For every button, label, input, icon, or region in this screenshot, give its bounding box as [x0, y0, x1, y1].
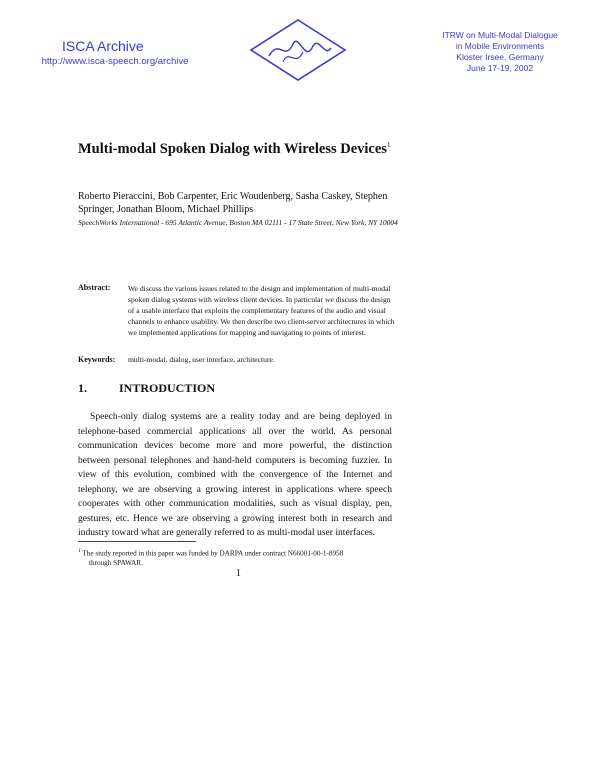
workshop-line: June 17-19, 2002 [466, 63, 534, 73]
keywords-label: Keywords: [78, 355, 116, 364]
archive-url-link[interactable]: http://www.isca-speech.org/archive [41, 56, 189, 67]
body-paragraph: Speech-only dialog systems are a reality today and are being deployed in telephone-based commercial applications all over the world. As personal communication devices become more and more powerful, the distinction between personal telephones and hand-held computers is becoming fuzzier. In view of this evolution, combined with the convergence of the Internet and telephony, we are observing a growing interest in applications where speech cooperates with other communication modalities, such as visual display, pen, gestures, etc. Hence we are observing a growing interest both in research and industry toward what are generally referred to as multi-modal user interfaces. [78, 411, 392, 538]
footnote-divider [78, 541, 196, 542]
abstract-text: We discuss the various issues related to the design and implementation of multi-modal spoken dialog systems with wireless client devices. In particular we discuss the design of a usable interface that exploits the complementary features of the audio and visual channels to enhance usability. We then describe two client-server architectures in which we implemented applications for mapping and navigating to points of interest. [128, 284, 395, 337]
section-heading: INTRODUCTION [119, 381, 216, 395]
section-number: 1. [78, 381, 87, 395]
abstract-label: Abstract: [78, 283, 111, 292]
workshop-info [420, 30, 580, 74]
page-number: 1 [236, 568, 241, 579]
title-footnote-mark: 1 [386, 141, 391, 150]
author-list: Roberto Pieraccini, Bob Carpenter, Eric Woudenberg, Sasha Caskey, Stephen Springer, Jonathan Bloom, Michael Phillips [78, 191, 388, 215]
workshop-line: in Mobile Environments [455, 41, 545, 51]
workshop-line: Kloster Irsee, Germany [456, 52, 544, 62]
archive-title: ISCA Archive [62, 38, 144, 54]
footnote-text-continued: through SPAWAR. [89, 559, 143, 568]
affiliation: SpeechWorks International - 695 Atlantic Avenue, Boston MA 02111 - 17 State Street, New York, NY 10004 [78, 218, 398, 227]
keywords-text: multi-modal, dialog, user interface, architecture. [128, 355, 275, 364]
workshop-line: ITRW on Multi-Modal Dialogue [442, 30, 558, 40]
footnote-mark: 1 [78, 548, 81, 554]
paper-title [78, 141, 498, 158]
paper-title-text: Multi-modal Spoken Dialog with Wireless Devices [78, 141, 387, 157]
footnote [78, 546, 398, 568]
footnote-text: The study reported in this paper was funded by DARPA under contract N66001-00-1-8958 [82, 549, 344, 558]
isca-logo [249, 18, 347, 82]
